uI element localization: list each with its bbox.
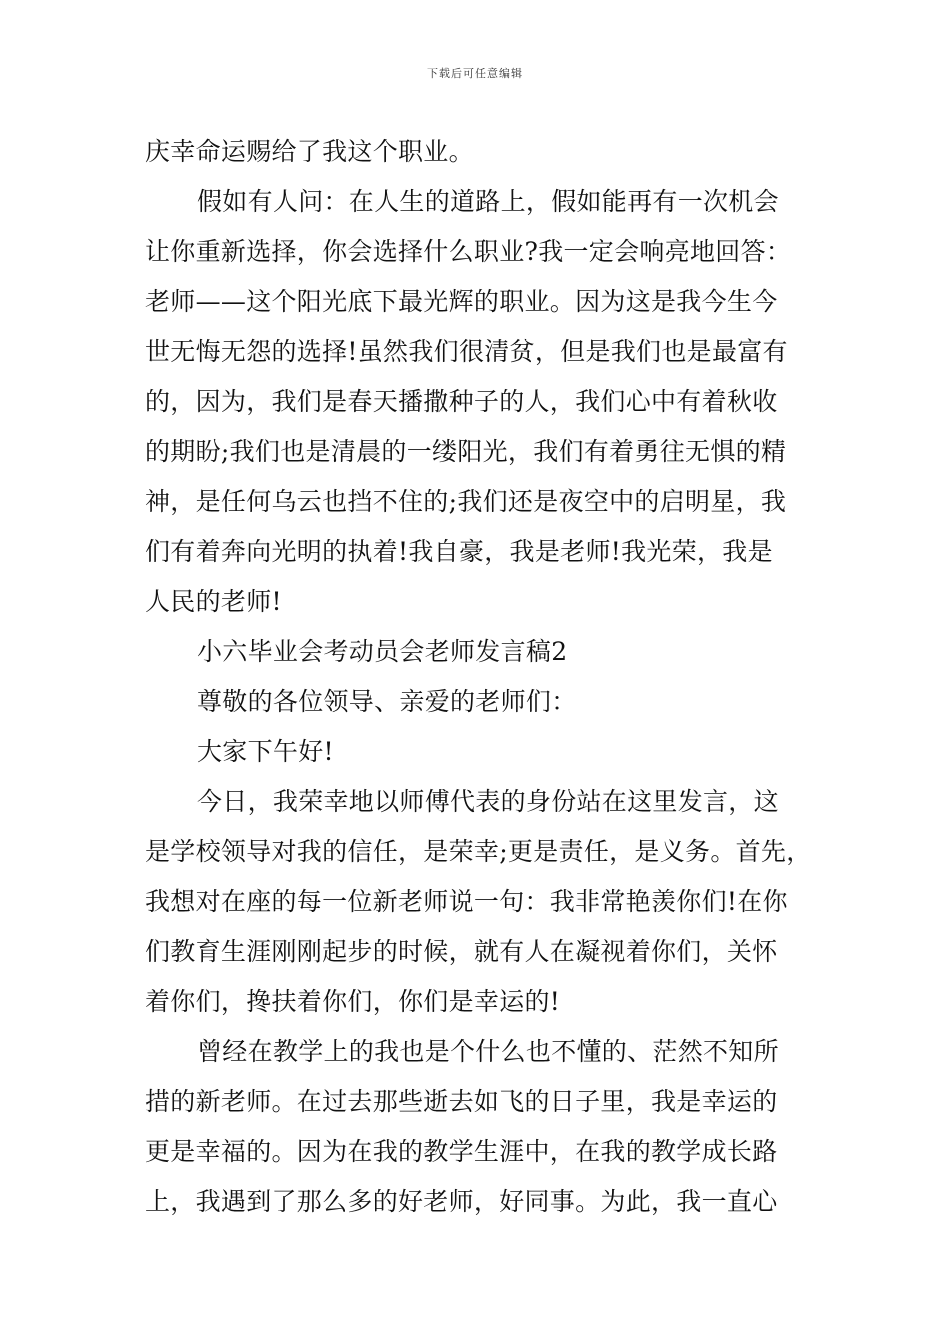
text-line: 的期盼;我们也是清晨的一缕阳光，我们有着勇往无惧的精	[145, 437, 787, 466]
text-line: 上，我遇到了那么多的好老师，好同事。为此，我一直心	[145, 1187, 778, 1216]
text-line: 的，因为，我们是春天播撒种子的人，我们心中有着秋收	[145, 387, 778, 416]
text-line: 们教育生涯刚刚起步的时候，就有人在凝视着你们，关怀	[145, 937, 778, 966]
document-body	[145, 127, 810, 1227]
header-note: 下载后可任意编辑	[427, 67, 523, 80]
text-line: 今日，我荣幸地以师傅代表的身份站在这里发言，这	[197, 787, 779, 816]
section-heading: 小六毕业会考动员会老师发言稿2	[197, 637, 568, 666]
text-line: 措的新老师。在过去那些逝去如飞的日子里，我是幸运的	[145, 1087, 778, 1116]
text-line: 假如有人问：在人生的道路上，假如能再有一次机会	[197, 187, 779, 216]
text-line: 让你重新选择，你会选择什么职业?我一定会响亮地回答：	[145, 237, 792, 266]
text-line: 神，是任何乌云也挡不住的;我们还是夜空中的启明星，我	[145, 487, 787, 516]
text-line: 曾经在教学上的我也是个什么也不懂的、茫然不知所	[197, 1037, 779, 1066]
text-line: 着你们，搀扶着你们，你们是幸运的!	[145, 987, 561, 1016]
text-line: 世无悔无怨的选择!虽然我们很清贫，但是我们也是最富有	[145, 337, 788, 366]
greeting: 大家下午好!	[197, 737, 334, 766]
text-line: 人民的老师!	[145, 587, 282, 616]
text-line: 我想对在座的每一位新老师说一句：我非常艳羡你们!在你	[145, 887, 788, 916]
text-line: 们有着奔向光明的执着!我自豪，我是老师!我光荣，我是	[145, 537, 773, 566]
text-line: 老师——这个阳光底下最光辉的职业。因为这是我今生今	[145, 287, 778, 316]
text-line: 庆幸命运赐给了我这个职业。	[145, 137, 474, 166]
salutation: 尊敬的各位领导、亲爱的老师们：	[197, 687, 577, 716]
text-line: 是学校领导对我的信任，是荣幸;更是责任，是义务。首先，	[145, 837, 812, 866]
text-line: 更是幸福的。因为在我的教学生涯中，在我的教学成长路	[145, 1137, 778, 1166]
